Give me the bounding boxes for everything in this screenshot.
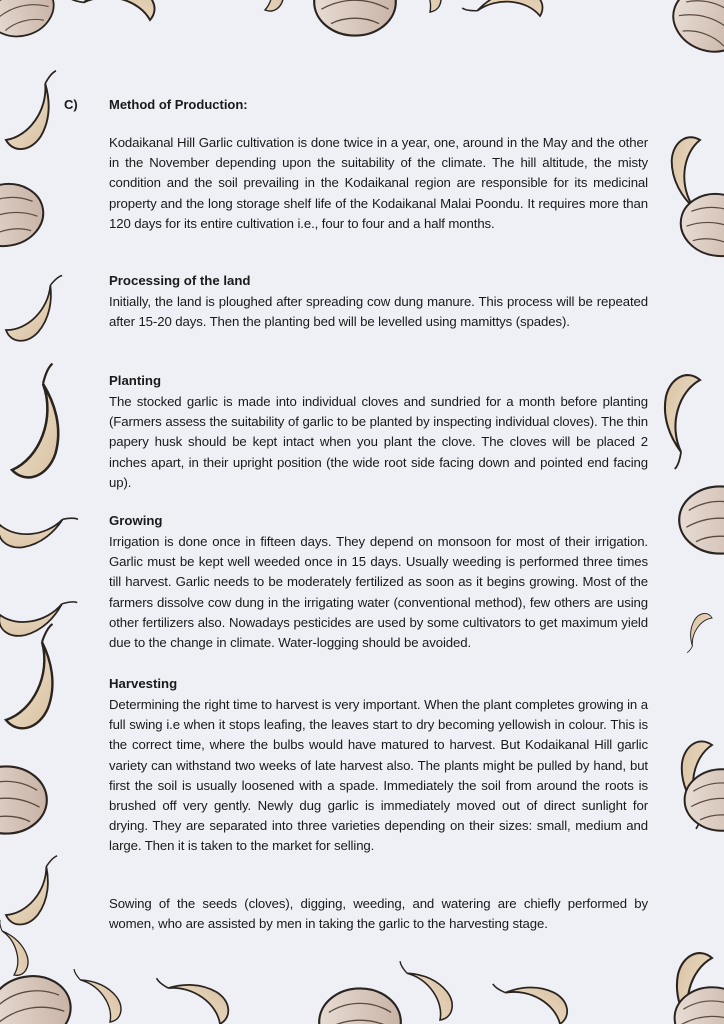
paragraph-processing-of-land: Initially, the land is ploughed after spreading cow dung manure. This process will be repeated after 15-20 days. Then the planting bed will be levelled using mamittys (spades). bbox=[109, 294, 648, 330]
paragraph-planting: The stocked garlic is made into individual cloves and sundried for a month before planting (Farmers assess the suitability of garlic to be planted by inspecting individual cloves). The thin papery husk should be kept intact when you plant the clove. The cloves will be placed 2 inches apart, in their upright position (the wide root side facing down and pointed end facing up). bbox=[109, 394, 648, 490]
heading-harvesting: Harvesting bbox=[109, 676, 178, 691]
closing-paragraph: Sowing of the seeds (cloves), digging, weeding, and watering are chiefly performed by women, who are assisted by men in taking the garlic to the harvesting stage. bbox=[109, 896, 648, 932]
intro-paragraph: Kodaikanal Hill Garlic cultivation is done twice in a year, one, around in the May and the other in the November depending upon the suitability of the climate. The hill altitude, the misty condition and the soil prevailing in the Kodaikanal region are responsible for its medicinal property and the long storage shelf life of the Kodaikanal Malai Poondu. It requires more than 120 days for its entire cultivation i.e., four to four and a half months. bbox=[109, 135, 648, 231]
heading-growing: Growing bbox=[109, 513, 163, 528]
heading-processing-of-land: Processing of the land bbox=[109, 273, 251, 288]
heading-planting: Planting bbox=[109, 373, 162, 388]
section-label: C) bbox=[64, 97, 78, 112]
paragraph-harvesting: Determining the right time to harvest is very important. When the plant completes growing in a full swing i.e when it stops leafing, the leaves start to dry becoming yellowish in colour. This is the correct time, where the bulbs would have matured to harvest. But Kodaikanal Hill garlic variety can withstand two weeks of late harvest also. The plants might be pulled by hand, but first the soil is usually loosened with a spade. Immediately the soil from around the roots is brushed off very gently. Newly dug garlic is immediately moved out of direct sunlight for drying. They are separated into three varieties depending on their sizes: small, medium and large. Then it is taken to the market for selling. bbox=[109, 697, 648, 854]
section-title: Method of Production: bbox=[109, 97, 248, 112]
paragraph-growing: Irrigation is done once in fifteen days. They depend on monsoon for most of their irrigation. Garlic must be kept well weeded once in 15 days. Usually weeding is performed three times till harvest. Garlic needs to be moderately fertilized as soon as it begins growing. Most of the farmers dissolve cow dung in the irrigating water (conventional method), few others are using other fertilizers also. Nowadays pesticides are used by some cultivators to get maximum yield due to the change in climate. Water-logging should be avoided. bbox=[109, 534, 648, 651]
